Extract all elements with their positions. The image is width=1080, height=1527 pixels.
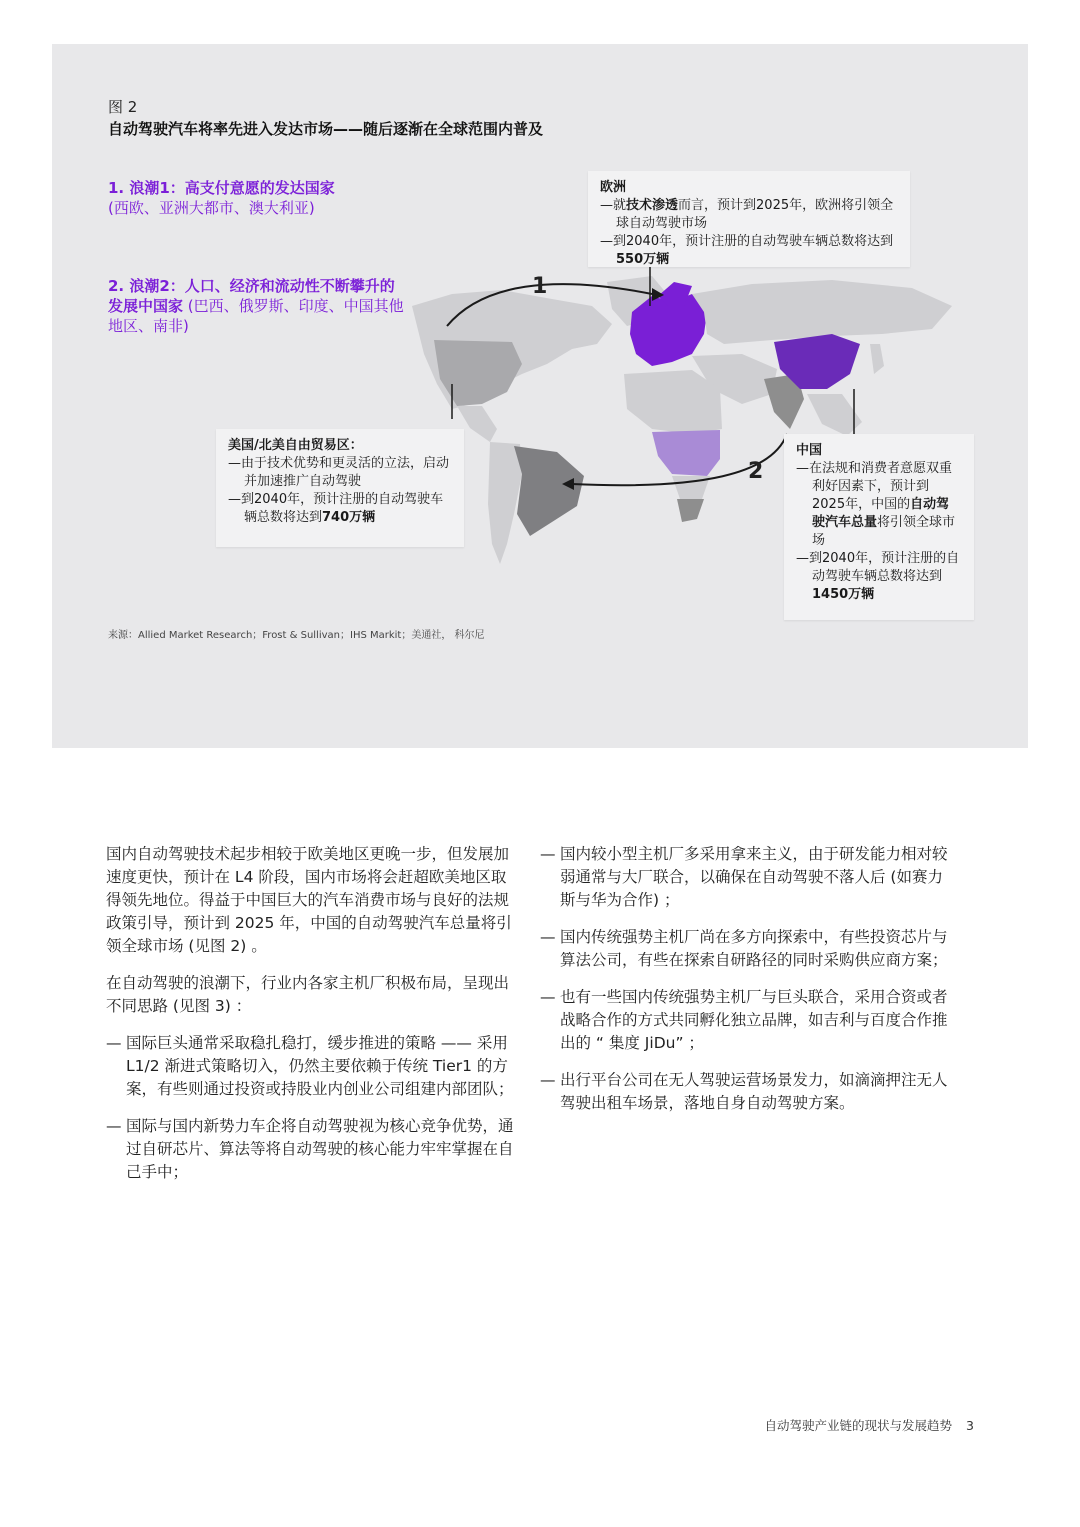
list-item — [540, 1069, 952, 1115]
wave-1-heading: 1. 浪潮1：高支付意愿的发达国家 — [108, 179, 335, 197]
map-japan — [870, 344, 884, 374]
china-callout-title: 中国 — [796, 443, 823, 458]
map-russia — [692, 280, 952, 344]
europe-callout-line-1: —就技术渗透而言，预计到2025年，欧洲将引领全球自动驾驶市场 — [600, 198, 894, 231]
wave-2-heading: 2. 浪潮2：人口、经济和流动性不断攀升的发展中国家 — [108, 277, 395, 315]
body-left-column — [106, 843, 516, 1198]
bullet-dash: — — [540, 988, 556, 1006]
body-paragraph-1: 国内自动驾驶技术起步相较于欧美地区更晚一步，但发展加速度更快，预计在 L4 阶段，国内市场将会赶超欧美地区取得领先地位。得益于中国巨大的汽车消费市场与良好的法规政策引导，预计到 2025 年，中国的自动驾驶汽车总量将引领全球市场 (见图 2) 。 — [106, 845, 512, 955]
page-number: 3 — [966, 1418, 974, 1433]
bullet-dash: — — [540, 1071, 556, 1089]
bullet-dash: — — [106, 1034, 122, 1052]
list-item — [540, 926, 952, 972]
list-item-text: 也有一些国内传统强势主机厂与巨头联合，采用合资或者战略合作的方式共同孵化独立品牌，如吉利与百度合作推出的 “ 集度 JiDu” ； — [560, 988, 948, 1052]
wave-2-detail: (巴西、俄罗斯、印度、中国其他地区、南非) — [108, 297, 404, 335]
list-item-text: 出行平台公司在无人驾驶运营场景发力，如滴滴押注无人驾驶出租车场景，落地自身自动驾驶方案。 — [560, 1071, 948, 1112]
figure-panel — [52, 44, 1028, 748]
list-item — [540, 843, 952, 912]
china-callout — [784, 434, 974, 620]
usa-callout — [216, 429, 464, 547]
figure-title: 自动驾驶汽车将率先进入发达市场——随后逐渐在全球范围内普及 — [108, 120, 544, 138]
map-africa-central — [652, 430, 720, 476]
bullet-dash: — — [540, 928, 556, 946]
usa-callout-title: 美国/北美自由贸易区： — [228, 438, 363, 453]
wave-1-detail: (西欧、亚洲大都市、澳大利亚) — [108, 199, 315, 217]
china-callout-line-1: —在法规和消费者意愿双重利好因素下，预计到2025年，中国的自动驾驶汽车总量将引领全球市场 — [796, 461, 956, 548]
world-map — [52, 44, 1028, 748]
body-paragraph-2: 在自动驾驶的浪潮下，行业内各家主机厂积极布局，呈现出不同思路 (见图 3) ： — [106, 974, 510, 1015]
europe-callout-line-2: —到2040年，预计注册的自动驾驶车辆总数将达到550万辆 — [600, 234, 894, 267]
list-item-text: 国际与国内新势力车企将自动驾驶视为核心竞争优势，通过自研芯片、算法等将自动驾驶的核心能力牢牢掌握在自己手中； — [126, 1117, 514, 1181]
wave-2-number: 2 — [748, 459, 764, 484]
wave-1-number: 1 — [532, 274, 548, 299]
map-brazil — [514, 446, 584, 536]
china-callout-line-2: —到2040年，预计注册的自动驾驶车辆总数将达到1450万辆 — [796, 551, 960, 602]
list-item-text: 国内较小型主机厂多采用拿来主义，由于研发能力相对较弱通常与大厂联合，以确保在自动驾驶不落人后 (如赛力斯与华为合作) ； — [560, 845, 948, 909]
bullet-dash: — — [106, 1117, 122, 1135]
wave-1-legend — [108, 178, 408, 218]
list-item — [106, 1115, 516, 1184]
europe-callout-title: 欧洲 — [600, 180, 627, 195]
list-item — [540, 986, 952, 1055]
body-right-column — [540, 843, 952, 1129]
map-south-africa — [677, 499, 704, 522]
list-item-text: 国内传统强势主机厂尚在多方向探索中，有些投资芯片与算法公司，有些在探索自研路径的同时采购供应商方案； — [560, 928, 948, 969]
map-south-america-west — [488, 442, 522, 564]
page-footer — [765, 1416, 974, 1434]
bullet-dash: — — [540, 845, 556, 863]
wave-2-legend — [108, 276, 408, 336]
europe-callout — [588, 171, 910, 267]
footer-title: 自动驾驶产业链的现状与发展趋势 — [764, 1418, 953, 1433]
list-item-text: 国际巨头通常采取稳扎稳打，缓步推进的策略 —— 采用 L1/2 渐进式策略切入，仍然主要依赖于传统 Tier1 的方案，有些则通过投资或持股业内创业公司组建内部团队； — [126, 1034, 514, 1098]
figure-label: 图 2 — [108, 98, 138, 116]
usa-callout-line-2: —到2040年，预计注册的自动驾驶车辆总数将达到740万辆 — [228, 492, 444, 525]
list-item — [106, 1032, 516, 1101]
usa-callout-line-1: —由于技术优势和更灵活的立法，启动并加速推广自动驾驶 — [228, 456, 450, 489]
figure-source: 来源：Allied Market Research；Frost & Sullivan；IHS Markit；美通社， 科尔尼 — [108, 630, 485, 641]
